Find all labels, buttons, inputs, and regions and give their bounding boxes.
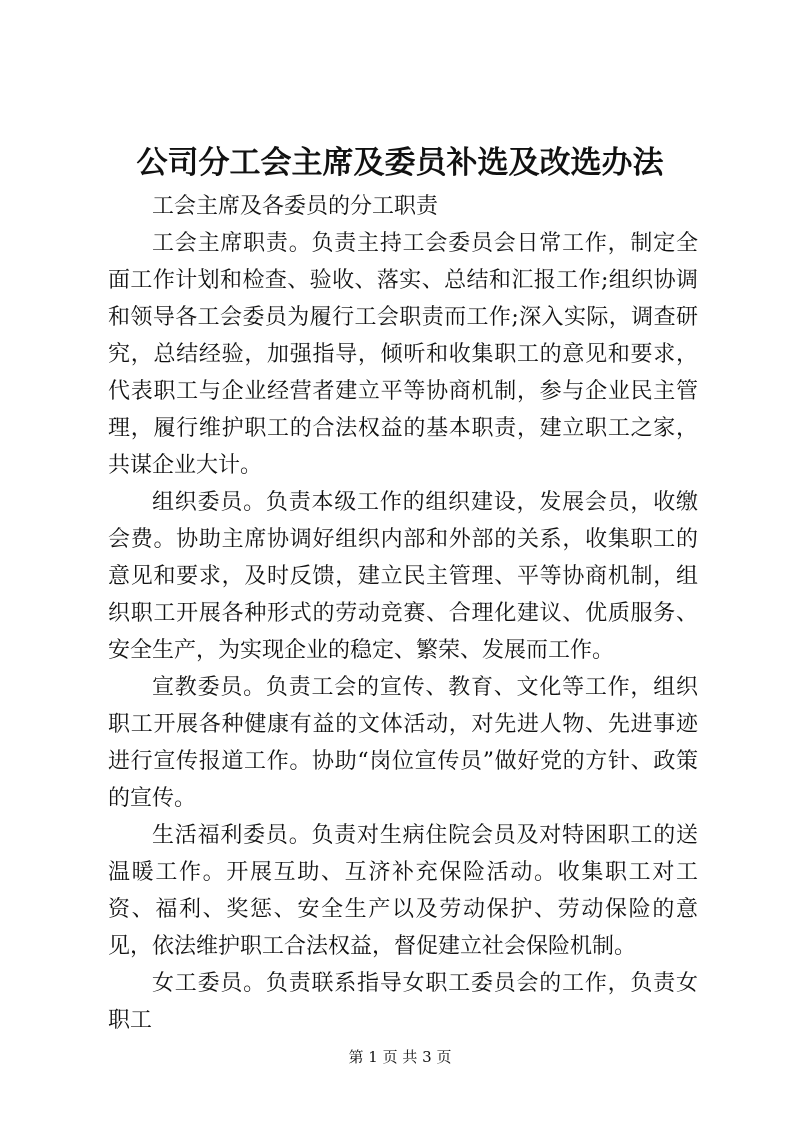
paragraph-welfare-member: 生活福利委员。负责对生病住院会员及对特困职工的送温暖工作。开展互助、互济补充保险活动。收集职工对工资、福利、奖惩、安全生产以及劳动保护、劳动保险的意见，依法维护职工合法权益，督促建立社会保险机制。 <box>108 823 698 959</box>
paragraph-publicity-member: 宣教委员。负责工会的宣传、教育、文化等工作，组织职工开展各种健康有益的文体活动，对先进人物、先进事迹进行宣传报道工作。协助“岗位宣传员”做好党的方针、政策的宣传。 <box>108 675 698 811</box>
page-number-footer: 第 1 页 共 3 页 <box>348 1048 452 1066</box>
document-title: 公司分工会主席及委员补选及改选办法 <box>136 145 664 181</box>
paragraph-women-member: 女工委员。负责联系指导女职工委员会的工作，负责女职工 <box>108 971 698 1033</box>
paragraph-organization-member: 组织委员。负责本级工作的组织建设，发展会员，收缴会费。协助主席协调好组织内部和外部的关系，收集职工的意见和要求，及时反馈，建立民主管理、平等协商机制，组织职工开展各种形式的劳动竞赛、合理化建议、优质服务、安全生产，为实现企业的稳定、繁荣、发展而工作。 <box>108 490 698 663</box>
paragraph-chairman-duties: 工会主席职责。负责主持工会委员会日常工作，制定全面工作计划和检查、验收、落实、总结和汇报工作;组织协调和领导各工会委员为履行工会职责而工作;深入实际，调查研究，总结经验，加强指导，倾听和收集职工的意见和要求，代表职工与企业经营者建立平等协商机制，参与企业民主管理，履行维护职工的合法权益的基本职责，建立职工之家，共谋企业大计。 <box>108 231 698 478</box>
document-body <box>108 188 698 1039</box>
paragraph-section-heading: 工会主席及各委员的分工职责 <box>152 194 439 219</box>
